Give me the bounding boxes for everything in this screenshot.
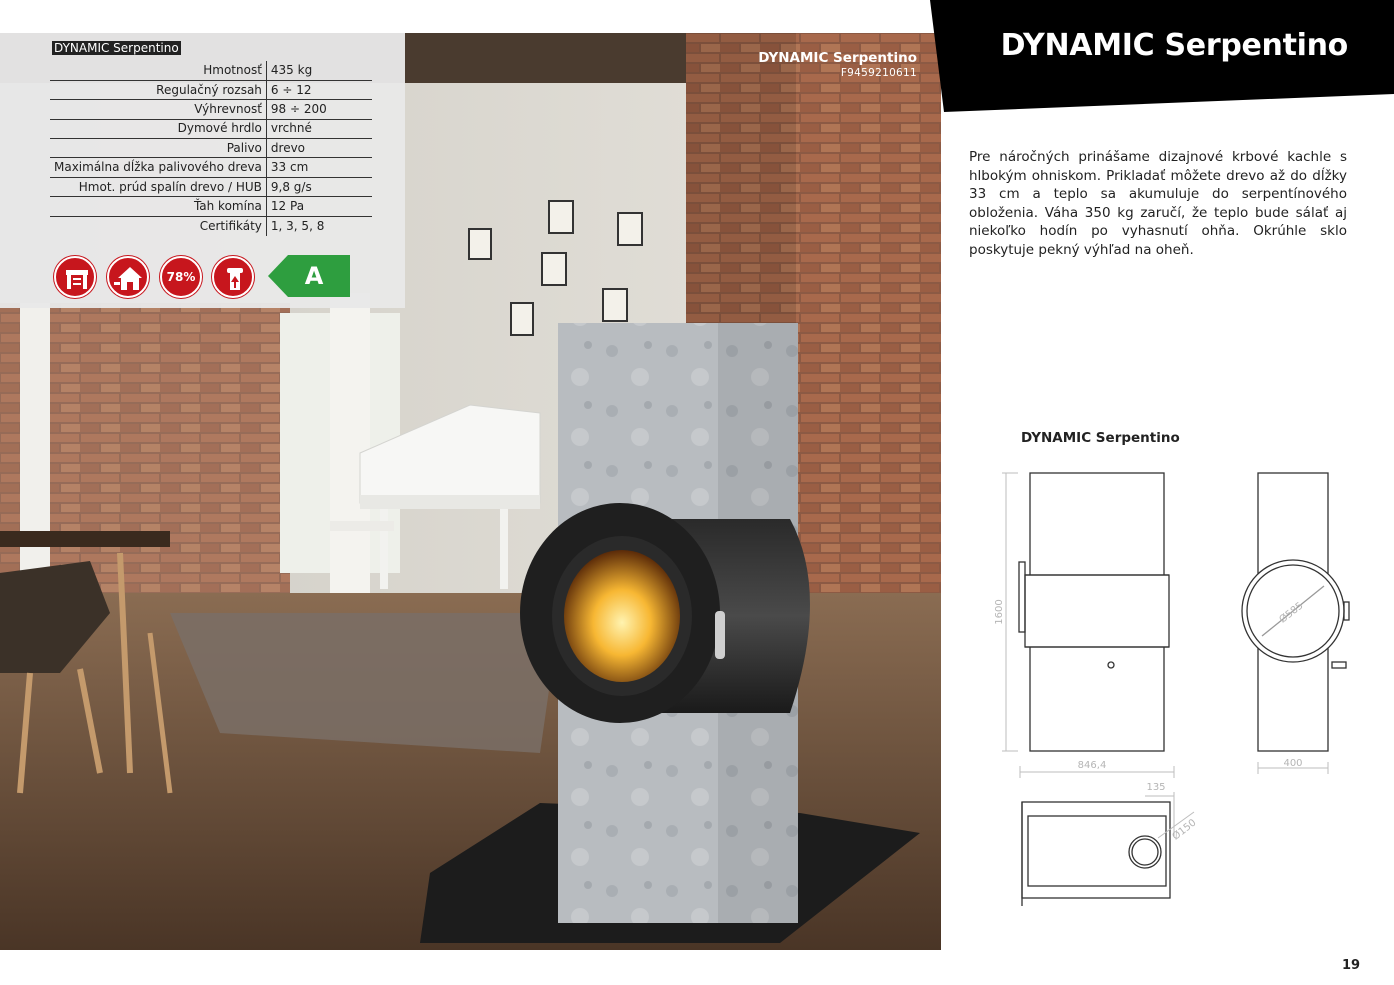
spec-row <box>50 80 372 99</box>
spec-value: 1, 3, 5, 8 <box>270 218 325 233</box>
spec-label: Ťah komína <box>50 197 266 216</box>
spec-row <box>50 119 372 138</box>
spec-value: 9,8 g/s <box>266 177 372 196</box>
spec-label: Maximálna dĺžka palivového dreva <box>50 158 266 177</box>
flue-diameter-dimension: Ø150 <box>1170 817 1199 843</box>
spec-value: 6 ÷ 12 <box>266 80 372 99</box>
spec-value: 33 cm <box>266 158 372 177</box>
flue-icon <box>212 256 254 298</box>
technical-drawing <box>990 460 1370 920</box>
spec-row <box>50 158 372 177</box>
spec-row <box>50 100 372 119</box>
spec-value: 12 Pa <box>266 197 372 216</box>
spec-label: Certifikáty <box>50 216 266 235</box>
spec-value: drevo <box>266 139 372 158</box>
house-heating-icon <box>107 256 149 298</box>
efficiency-badge: 78% <box>160 256 202 298</box>
page-number: 19 <box>1342 958 1361 973</box>
spec-row <box>50 197 372 216</box>
energy-class-letter: A <box>304 262 324 290</box>
spec-value: vrchné <box>266 119 372 138</box>
spec-row <box>50 61 372 80</box>
depth-dimension: 400 <box>1283 758 1303 769</box>
product-code: F9459210611 <box>840 67 917 79</box>
spec-title: DYNAMIC Serpentino <box>54 41 179 55</box>
width-dimension: 846,4 <box>1077 760 1107 771</box>
spec-label: Hmot. prúd spalín drevo / HUB <box>50 177 266 196</box>
photo-caption <box>758 49 917 79</box>
spec-label: Hmotnosť <box>50 61 266 80</box>
spec-panel <box>0 33 405 308</box>
spec-label: Palivo <box>50 139 266 158</box>
spec-label: Výhrevnosť <box>50 100 266 119</box>
spec-label: Dymové hrdlo <box>50 119 266 138</box>
spec-row <box>50 177 372 196</box>
spec-row <box>50 216 372 235</box>
radiator-icon <box>54 256 96 298</box>
photo-caption-title: DYNAMIC Serpentino <box>758 50 917 66</box>
spec-value: 435 kg <box>266 61 372 80</box>
page-title: DYNAMIC Serpentino <box>1000 28 1348 63</box>
spec-row <box>50 139 372 158</box>
flue-offset-dimension: 135 <box>1146 782 1166 793</box>
drawing-title: DYNAMIC Serpentino <box>1021 430 1180 446</box>
product-description: Pre náročných prinášame dizajnové krbové kachle s hlbokým ohniskom. Prikladať môžete drevo až do dĺžky 33 cm a teplo sa akumuluje do serpentínového obloženia. Váha 350 kg zaručí, že teplo bude sálať aj niekoľko hodín po vyhasnutí ohňa. Okrúhle sklo poskytuje pekný výhľad na oheň. <box>969 149 1347 258</box>
spec-table <box>50 61 372 236</box>
glass-diameter-dimension: Ø585 <box>1277 600 1306 626</box>
height-dimension: 1600 <box>994 599 1005 625</box>
spec-label: Regulačný rozsah <box>50 80 266 99</box>
spec-value: 98 ÷ 200 <box>266 100 372 119</box>
